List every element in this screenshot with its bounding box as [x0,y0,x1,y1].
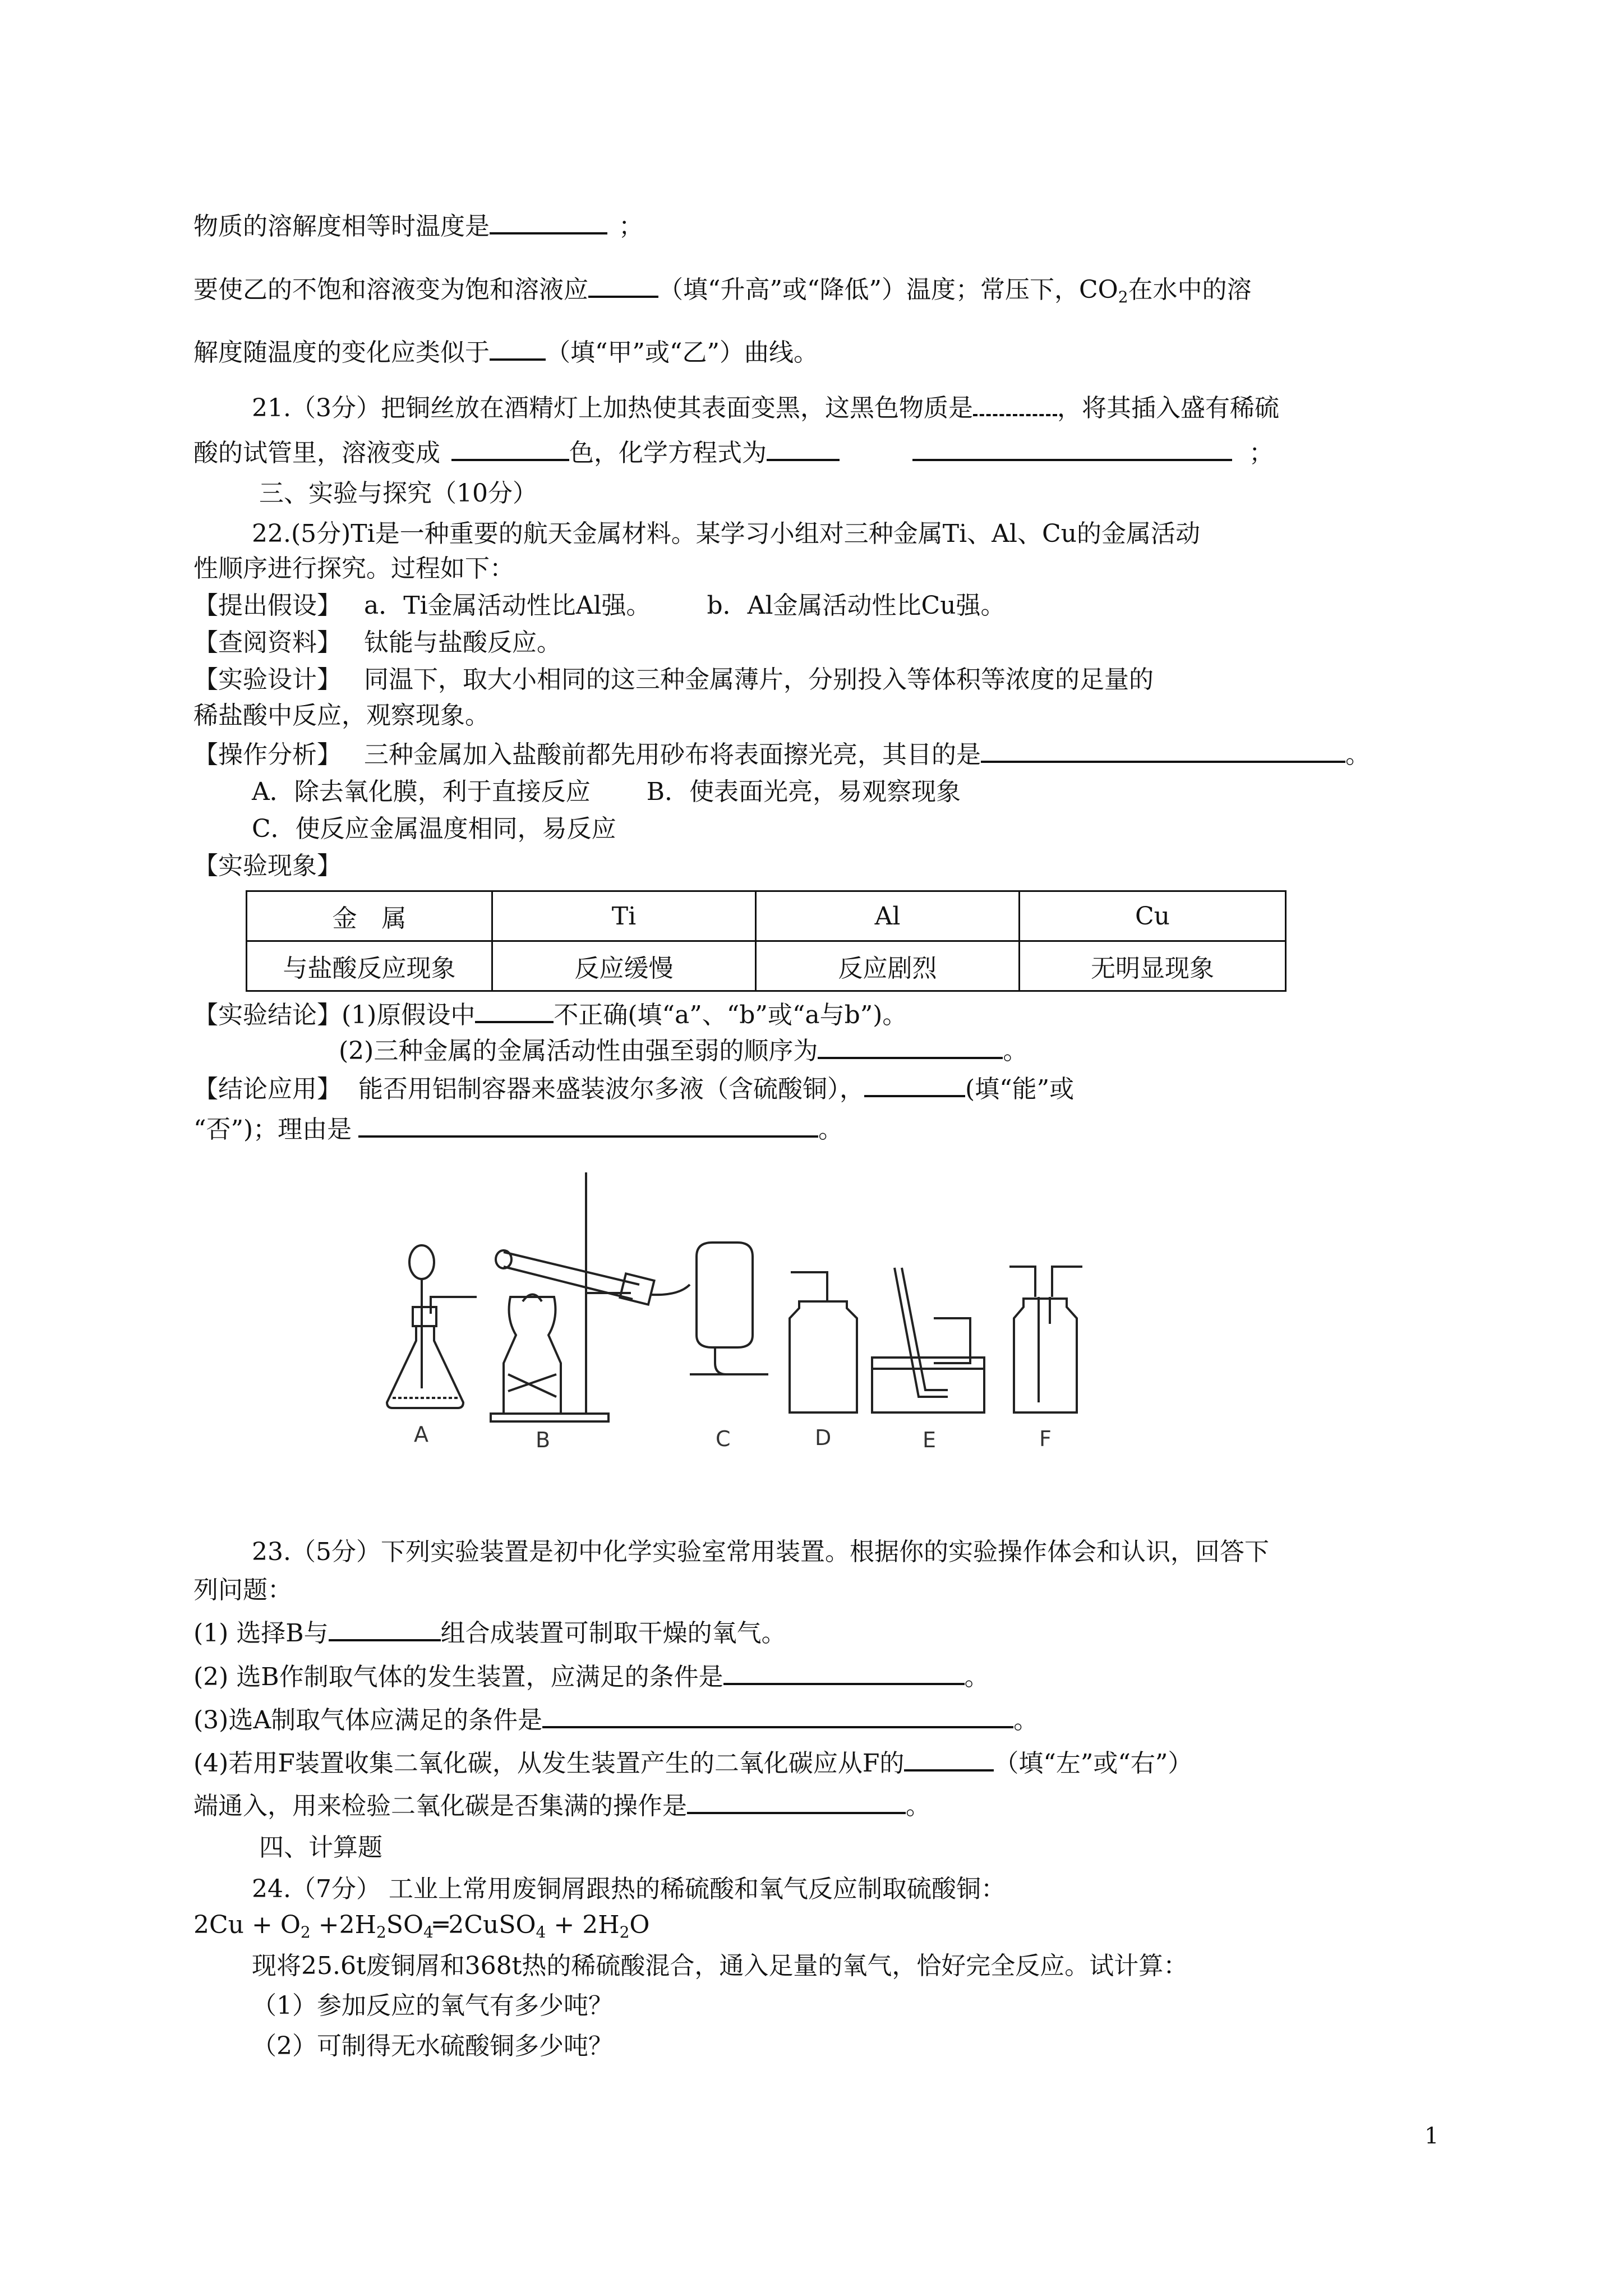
design-tag: 【实验设计】 [193,665,342,694]
hypothesis-tag: 【提出假设】 [193,591,342,620]
equation-part: O [629,1911,650,1939]
q22-design [193,663,1154,697]
operation-end: 。 [1345,740,1370,769]
equation-part: 2Cu + O [193,1911,301,1939]
q22-hypothesis [193,589,1006,623]
q20-line3-a: 解度随温度的变化应类似于 [193,338,490,367]
application-text-b: (填“能”或 [965,1075,1075,1103]
q21-line1 [252,392,1279,425]
application-text-2: “否”)；理由是 [193,1115,352,1144]
equation-part: ═2CuSO [433,1911,536,1939]
apparatus-f-bottle [1009,1267,1082,1412]
design-text: 同温下，取大小相同的这三种金属薄片，分别投入等体积等浓度的足量的 [364,665,1154,694]
hypothesis-b: b．Al金属活动性比Cu强。 [707,591,1006,620]
q22-conclusion-1 [193,999,907,1032]
answer-blank[interactable] [475,999,554,1023]
application-tag: 【结论应用】 [193,1075,342,1103]
figure-label-d: D [815,1425,832,1450]
figure-label-c: C [716,1427,731,1451]
q23-part4-line2 [193,1789,930,1823]
equation-subscript: 4 [536,1923,546,1941]
table-header-cell: Cu [1020,891,1286,941]
table-cell: 反应缓慢 [492,941,756,991]
answer-blank[interactable] [981,738,1345,763]
table-row [247,941,1286,991]
table-header-cell: 金 属 [247,891,492,941]
q24-sub1: （1）参加反应的氧气有多少吨？ [252,1991,613,2020]
equation-part: +2H [310,1911,376,1939]
equation-subscript: 4 [423,1923,434,1941]
q23-intro2: 列问题： [193,1576,292,1604]
q23-part3-end: 。 [1013,1706,1039,1734]
answer-blank[interactable] [490,210,607,234]
q20-line3-b: （填“甲”或“乙”）曲线。 [546,338,818,367]
answer-blank[interactable] [329,1617,441,1641]
figure-label-b: B [536,1428,551,1452]
q20-line2 [193,273,1252,307]
q23-part2-a: (2) 选B作制取气体的发生装置，应满足的条件是 [193,1663,723,1691]
q21-line1-a: 21.（3分）把铜丝放在酒精灯上加热使其表面变黑，这黑色物质是 [252,394,973,422]
application-end: 。 [818,1115,843,1144]
q21-line2-a: 酸的试管里，溶液变成 [193,439,440,467]
q20-line1-end: ； [619,212,643,241]
q23-part4 [193,1747,1192,1780]
answer-blank[interactable] [451,436,569,461]
answer-blank[interactable] [490,336,546,361]
q20-line2-c: 在水中的溶 [1128,275,1252,304]
q20-line2-b: （填“升高”或“降低”）温度；常压下，CO [658,275,1118,304]
q21-line2-b: 色，化学方程式为 [569,439,767,467]
co2-subscript: 2 [1118,288,1128,306]
equation-subscript: 2 [300,1923,311,1941]
q23-part4-end: 。 [906,1792,930,1820]
q22-conclusion-2 [339,1034,1027,1068]
q23-part2 [193,1660,989,1694]
answer-blank[interactable] [767,436,840,461]
conclusion-2a: (2)三种金属的金属活动性由强至弱的顺序为 [339,1037,818,1065]
answer-blank[interactable] [687,1789,906,1814]
phenomenon-tag: 【实验现象】 [193,852,342,880]
apparatus-e-trough [872,1268,984,1412]
results-table [246,890,1287,992]
apparatus-a-flask [387,1245,477,1408]
q23-part3 [193,1704,1038,1737]
option-b: B．使表面光亮，易观察现象 [646,777,961,806]
equation-subscript: 2 [376,1923,386,1941]
conclusion-tag: 【实验结论】 [193,1001,342,1029]
operation-text: 三种金属加入盐酸前都先用砂布将表面擦光亮，其目的是 [364,740,981,769]
q23-part2-end: 。 [964,1663,989,1691]
q21-line2 [193,436,1274,470]
table-cell: 与盐酸反应现象 [247,941,492,991]
q24-equation [193,1908,650,1942]
answer-blank[interactable] [588,273,658,298]
q22-operation [193,738,1370,772]
section-4-heading: 四、计算题 [259,1833,382,1862]
q24-intro: 24.（7分） 工业上常用废铜屑跟热的稀硫酸和氧气反应制取硫酸铜： [252,1875,1006,1903]
q23-part1 [193,1617,786,1650]
q24-text: 现将25.6t废铜屑和368t热的稀硫酸混合，通入足量的氧气，恰好完全反应。试计算： [252,1952,1188,1980]
application-text: 能否用铝制容器来盛装波尔多液（含硫酸铜）， [358,1075,864,1103]
page-number: 1 [1424,2123,1439,2149]
answer-blank[interactable] [912,436,1232,461]
q23-intro1: 23.（5分）下列实验装置是初中化学实验室常用装置。根据你的实验操作体会和认识，回答下 [252,1538,1269,1566]
q20-line1-text: 物质的溶解度相等时温度是 [193,212,490,241]
q22-application-2 [193,1113,843,1147]
answer-blank[interactable] [904,1747,994,1772]
answer-blank[interactable] [358,1113,818,1138]
hypothesis-a: a．Ti金属活动性比Al强。 [364,591,651,620]
reference-text: 钛能与盐酸反应。 [364,628,561,657]
conclusion-2-end: 。 [1003,1037,1028,1065]
option-a: A．除去氧化膜，利于直接反应 [252,777,591,806]
apparatus-b-stand [491,1172,690,1421]
equation-part: + 2H [546,1911,620,1939]
q23-part4-a: (4)若用F装置收集二氧化碳，从发生装置产生的二氧化碳应从F的 [193,1749,905,1778]
answer-blank[interactable] [864,1073,965,1097]
apparatus-c-bottle [690,1243,768,1374]
reference-tag: 【查阅资料】 [193,628,342,657]
equation-subscript: 2 [619,1923,630,1941]
table-header-cell: Al [756,891,1020,941]
answer-blank[interactable] [542,1704,1013,1728]
table-row [247,891,1286,941]
q22-intro1: 22.(5分)Ti是一种重要的航天金属材料。某学习小组对三种金属Ti、Al、Cu的金属活动 [252,519,1200,548]
equation-part: SO [386,1911,424,1939]
apparatus-figure [376,1167,1138,1458]
q20-line2-a: 要使乙的不饱和溶液变为饱和溶液应 [193,275,588,304]
q22-application [193,1073,1074,1106]
q23-part4-b: （填“左”或“右”） [994,1749,1193,1778]
q21-line1-b: ，将其插入盛有稀硫 [1057,394,1279,422]
table-cell: 反应剧烈 [756,941,1020,991]
figure-label-a: A [414,1422,428,1447]
q23-part1-b: 组合成装置可制取干燥的氧气。 [440,1619,786,1648]
q23-part1-a: (1) 选择B与 [193,1619,329,1648]
conclusion-1a: (1)原假设中 [342,1001,476,1029]
q20-line3 [193,336,818,370]
q22-options-ab [252,775,961,809]
q23-part4-2a: 端通入，用来检验二氧化碳是否集满的操作是 [193,1792,687,1820]
section-3-heading: 三、实验与探究（10分） [259,479,537,508]
q20-line1 [193,210,643,243]
option-c: C．使反应金属温度相同，易反应 [252,815,616,843]
q22-design-2: 稀盐酸中反应，观察现象。 [193,701,490,730]
operation-tag: 【操作分析】 [193,740,342,769]
table-cell: 无明显现象 [1020,941,1286,991]
apparatus-d-jar [790,1272,857,1412]
q23-part3-a: (3)选A制取气体应满足的条件是 [193,1706,543,1734]
q22-intro2: 性顺序进行探究。过程如下： [193,554,514,583]
answer-blank[interactable] [818,1034,1003,1059]
q21-line2-end: ； [1249,439,1274,467]
figure-label-e: E [923,1428,937,1452]
q22-reference [193,626,561,660]
answer-blank[interactable] [723,1660,965,1685]
figure-label-f: F [1039,1427,1052,1451]
q24-sub2: （2）可制得无水硫酸铜多少吨？ [252,2032,613,2060]
answer-blank[interactable] [973,392,1057,416]
table-header-cell: Ti [492,891,756,941]
conclusion-1b: 不正确(填“a”、“b”或“a与b”)。 [554,1001,907,1029]
